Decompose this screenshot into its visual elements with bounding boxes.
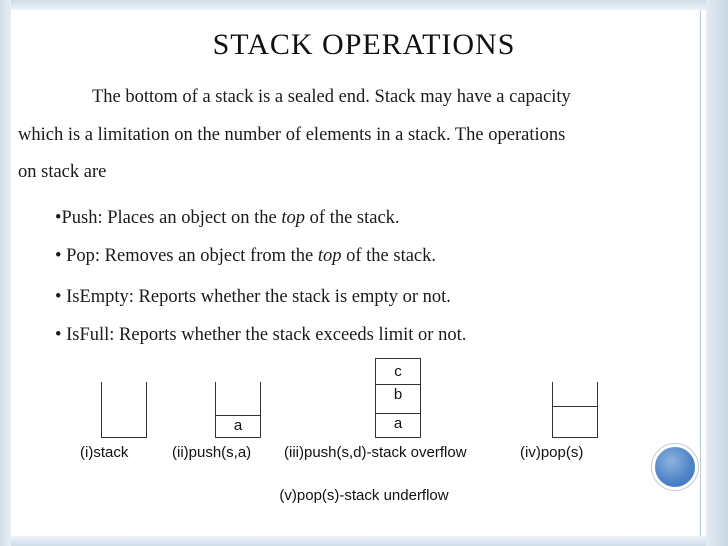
paragraph-line-1: The bottom of a stack is a sealed end. Stack may have a capacity <box>92 87 571 107</box>
bullet-pop: • Pop: Removes an object from the top of the stack. <box>55 246 437 266</box>
stack-diagram-empty <box>101 382 147 438</box>
stack-diagram-push-a <box>215 382 261 438</box>
label-overflow: (iii)push(s,d)-stack overflow <box>284 444 467 461</box>
label-pop: (iv)pop(s) <box>520 444 584 461</box>
frame-bottom-border <box>0 536 728 546</box>
frame-left-border <box>0 0 11 546</box>
bullet-isempty: • IsEmpty: Reports whether the stack is empty or not. <box>55 287 451 307</box>
frame-right-border <box>706 0 728 546</box>
vertical-rule <box>700 10 701 536</box>
frame-top-border <box>0 0 728 10</box>
stack-top-edge <box>375 358 421 359</box>
paragraph-line-3: on stack are <box>18 162 107 182</box>
stack-cell: a <box>376 413 420 437</box>
paragraph-line-2: which is a limitation on the number of elements in a stack. The operations <box>18 125 566 145</box>
stack-diagram-overflow <box>375 358 421 438</box>
label-stack: (i)stack <box>80 444 129 461</box>
label-push-a: (ii)push(s,a) <box>172 444 252 461</box>
bullet-push: •Push: Places an object on the top of the stack. <box>55 208 400 228</box>
stack-item-divider <box>552 406 598 407</box>
decorative-orb-icon <box>652 444 698 490</box>
bullet-isfull: • IsFull: Reports whether the stack exceeds limit or not. <box>55 325 467 345</box>
label-underflow: (v)pop(s)-stack underflow <box>279 487 449 504</box>
slide-title: STACK OPERATIONS <box>212 28 516 61</box>
stack-cell: b <box>376 384 420 404</box>
stack-cell: a <box>216 415 260 437</box>
stack-diagram-pop <box>552 382 598 438</box>
stack-cell: c <box>394 363 402 380</box>
